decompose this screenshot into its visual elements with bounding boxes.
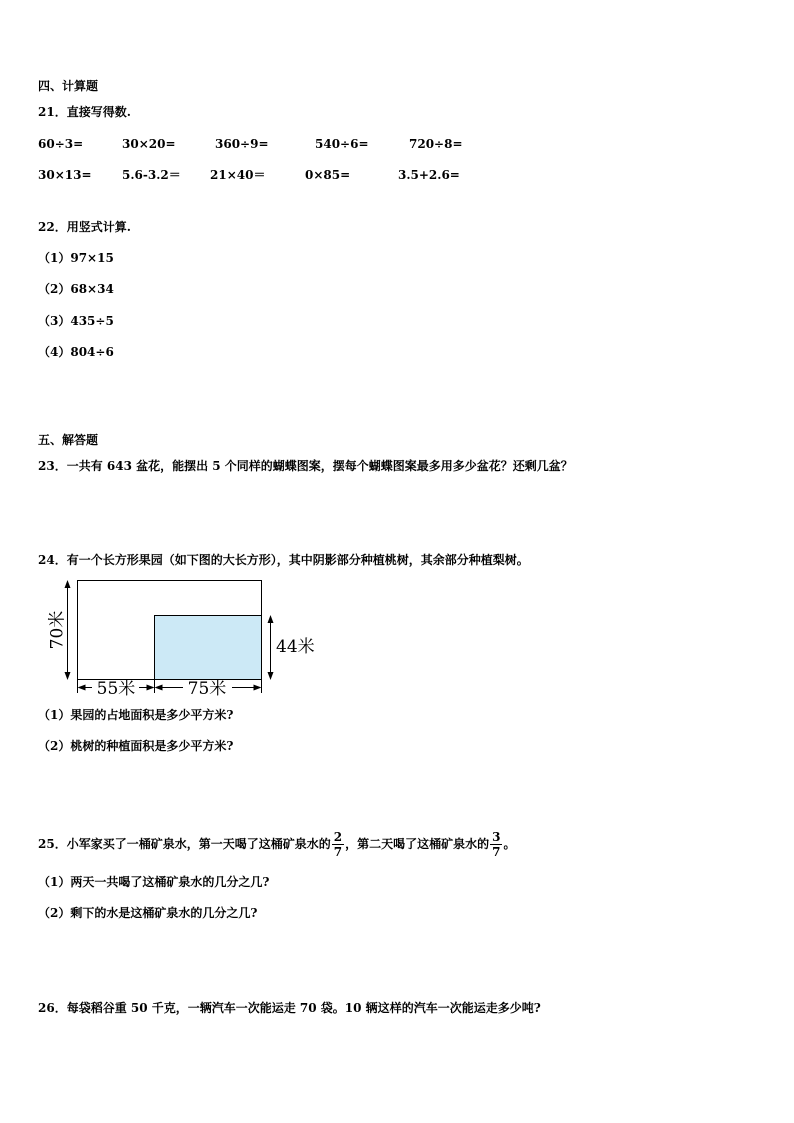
q21-r1-c3: 360÷9= bbox=[215, 137, 269, 151]
q25-frac2-denominator: 7 bbox=[492, 845, 501, 859]
q25-frac1-denominator: 7 bbox=[333, 845, 343, 859]
width-75-arrow-right bbox=[254, 685, 262, 691]
q21-r1-c1: 60÷3= bbox=[38, 137, 84, 151]
q25-text bbox=[38, 827, 515, 861]
q21-r1-c2: 30×20= bbox=[122, 137, 176, 151]
q25-part2: ，第二天喝了这桶矿泉水的 bbox=[345, 837, 490, 851]
width-55-label: 55米 bbox=[96, 679, 136, 699]
q21-r2-c4: 0×85= bbox=[305, 168, 351, 182]
q25-sub2: （2）剩下的水是这桶矿泉水的几分之几? bbox=[38, 906, 258, 920]
q25-sub1: （1）两天一共喝了这桶矿泉水的几分之几? bbox=[38, 875, 270, 889]
q25-part1: 25．小军家买了一桶矿泉水，第一天喝了这桶矿泉水的 bbox=[38, 837, 331, 851]
height-70-arrow-bottom bbox=[65, 672, 71, 680]
section-title-calculation: 四、计算题 bbox=[38, 79, 99, 93]
section-title-word-problems: 五、解答题 bbox=[38, 433, 99, 447]
q25-part3: 。 bbox=[503, 837, 516, 851]
orchard-figure bbox=[40, 575, 330, 700]
q25-fraction-3-7 bbox=[490, 831, 502, 858]
q21-r1-c4: 540÷6= bbox=[315, 137, 369, 151]
q21-prompt: 21．直接写得数. bbox=[38, 105, 131, 119]
q21-r2-c2: 5.6-3.2＝ bbox=[122, 168, 181, 182]
q25-frac1-numerator: 2 bbox=[333, 830, 343, 844]
width-55-arrow-left bbox=[78, 685, 86, 691]
height-70-label: 70米 bbox=[47, 610, 68, 650]
q23-text: 23．一共有 643 盆花，能摆出 5 个同样的蝴蝶图案，摆每个蝴蝶图案最多用多少盆花？还剩几盆？ bbox=[38, 459, 573, 473]
width-75-label: 75米 bbox=[187, 679, 227, 699]
q24-sub1: （1）果园的占地面积是多少平方米? bbox=[38, 708, 234, 722]
q26-text: 26．每袋稻谷重 50 千克，一辆汽车一次能运走 70 袋。10 辆这样的汽车一次能运走多少吨? bbox=[38, 1001, 541, 1015]
q22-prompt: 22．用竖式计算. bbox=[38, 220, 131, 234]
peach-shaded-rect bbox=[155, 616, 262, 680]
q25-frac2-numerator: 3 bbox=[492, 830, 501, 844]
q21-r1-c5: 720÷8= bbox=[409, 137, 463, 151]
q24-text: 24．有一个长方形果园（如下图的大长方形），其中阴影部分种植桃树，其余部分种植梨树。 bbox=[38, 553, 529, 567]
width-55-arrow-right bbox=[147, 685, 155, 691]
height-44-label: 44米 bbox=[276, 637, 315, 657]
height-44-arrow-top bbox=[268, 615, 274, 623]
q22-item-2: （2）68×34 bbox=[38, 282, 114, 296]
height-70-arrow-top bbox=[65, 580, 71, 588]
q22-item-1: （1）97×15 bbox=[38, 251, 114, 265]
q21-r2-c3: 21×40＝ bbox=[210, 168, 266, 182]
q25-fraction-2-7 bbox=[332, 831, 344, 858]
width-75-arrow-left bbox=[155, 685, 163, 691]
q22-item-4: （4）804÷6 bbox=[38, 345, 114, 359]
q21-r2-c1: 30×13= bbox=[38, 168, 92, 182]
q24-sub2: （2）桃树的种植面积是多少平方米? bbox=[38, 739, 234, 753]
q22-item-3: （3）435÷5 bbox=[38, 314, 114, 328]
q21-r2-c5: 3.5+2.6= bbox=[398, 168, 460, 182]
height-44-arrow-bottom bbox=[268, 672, 274, 680]
